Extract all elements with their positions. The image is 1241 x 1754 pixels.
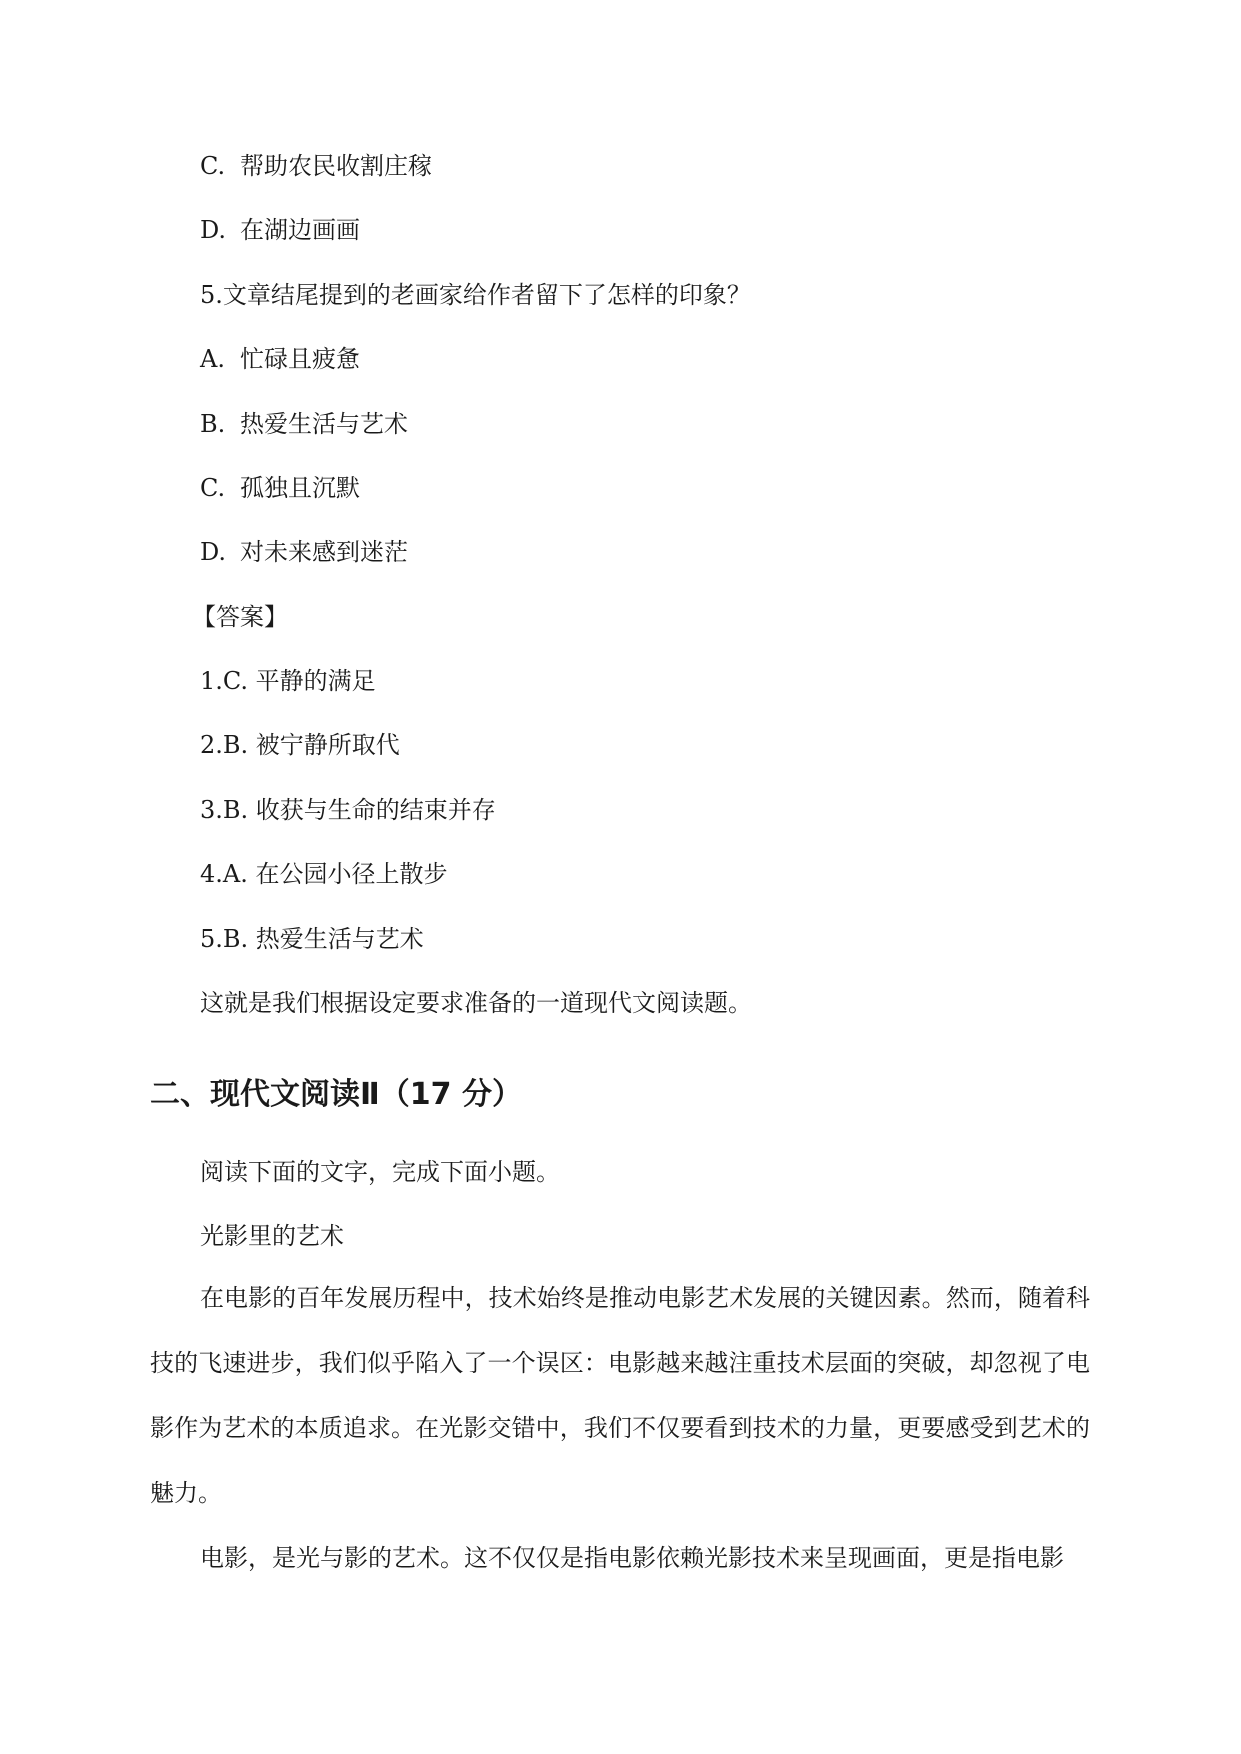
option-letter: D. [200,538,227,566]
answer-note: 这就是我们根据设定要求准备的一道现代文阅读题。 [200,989,752,1017]
q5-option-b [200,408,408,440]
option-text: 在湖边画画 [240,216,360,244]
option-letter: C. [200,152,226,180]
article-paragraph-1: 在电影的百年发展历程中，技术始终是推动电影艺术发展的关键因素。然而，随着科技的飞速进步，我们似乎陷入了一个误区：电影越来越注重技术层面的突破，却忽视了电影作为艺术的本质追求。在光影交错中，我们不仅要看到技术的力量，更要感受到艺术的魅力。 [150,1284,1090,1507]
option-letter: B. [200,410,226,438]
option-letter: C. [200,474,226,502]
article-title: 光影里的艺术 [200,1222,344,1250]
option-letter: A. [200,345,225,373]
answer-label: 【答案】 [192,603,288,631]
q5-option-c [200,472,360,504]
answer-item-1: 1.C. 平静的满足 [200,667,376,695]
option-text: 孤独且沉默 [240,474,360,502]
option-text: 对未来感到迷茫 [240,538,408,566]
option-text: 忙碌且疲惫 [240,345,360,373]
option-text: 帮助农民收割庄稼 [240,152,432,180]
answer-item-2: 2.B. 被宁静所取代 [200,731,400,759]
q5-stem: 5.文章结尾提到的老画家给作者留下了怎样的印象？ [200,281,751,309]
q4-option-c [200,150,432,182]
option-letter: D. [200,216,227,244]
answer-item-3: 3.B. 收获与生命的结束并存 [200,796,496,824]
answer-item-5: 5.B. 热爱生活与艺术 [200,925,424,953]
q4-option-d [200,214,360,246]
reading-instruction: 阅读下面的文字，完成下面小题。 [200,1158,560,1186]
q5-option-a [200,343,360,375]
answer-item-4: 4.A. 在公园小径上散步 [200,860,448,888]
option-text: 热爱生活与艺术 [240,410,408,438]
q5-option-d [200,536,408,568]
article-paragraph-2: 电影，是光与影的艺术。这不仅仅是指电影依赖光影技术来呈现画面，更是指电影 [200,1544,1064,1572]
section-heading: 二、现代文阅读Ⅱ（17 分） [150,1077,522,1112]
